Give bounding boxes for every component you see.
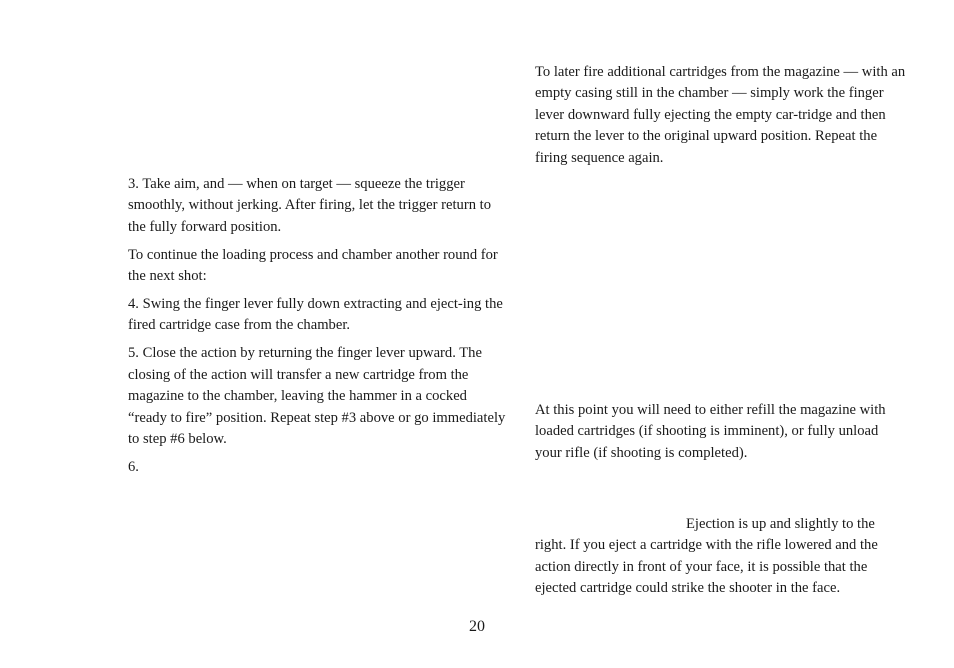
- page-number: 20: [469, 618, 485, 635]
- right-column-middle: [535, 400, 907, 464]
- right-column-bottom: [535, 514, 907, 600]
- step-6-paragraph: 6.: [128, 458, 139, 475]
- step-4-paragraph: 4. Swing the finger lever fully down extracting and eject-ing the fired cartridge case from the chamber.: [128, 296, 503, 334]
- ejection-warning-paragraph: Ejection is up and slightly to the right. If you eject a cartridge with the rifle lowered and the action directly in front of your face, it is possible that the ejected cartridge could strike the shooter in the face.: [535, 516, 878, 597]
- left-column: [128, 174, 508, 478]
- right-column-top: [535, 62, 907, 169]
- additional-cartridges-paragraph: To later fire additional cartridges from the magazine — with an empty casing still in the chamber — simply work the finger lever downward fully ejecting the empty car-tridge and then return the lever to the original upward position. Repeat the firing sequence again.: [535, 64, 906, 166]
- step-3-paragraph: 3. Take aim, and — when on target — squeeze the trigger smoothly, without jerking. After firing, let the trigger return to the fully forward position.: [128, 176, 492, 235]
- continue-loading-paragraph: To continue the loading process and chamber another round for the next shot:: [128, 246, 498, 285]
- refill-or-unload-paragraph: At this point you will need to either refill the magazine with loaded cartridges (if shooting is imminent), or fully unload your rifle (if shooting is completed).: [535, 402, 886, 461]
- step-5-paragraph: 5. Close the action by returning the finger lever upward. The closing of the action will transfer a new cartridge from the magazine to the chamber, leaving the hammer in a cocked “ready to fire” position. Repeat step #3 above or go immediately to step #6 below.: [128, 345, 506, 447]
